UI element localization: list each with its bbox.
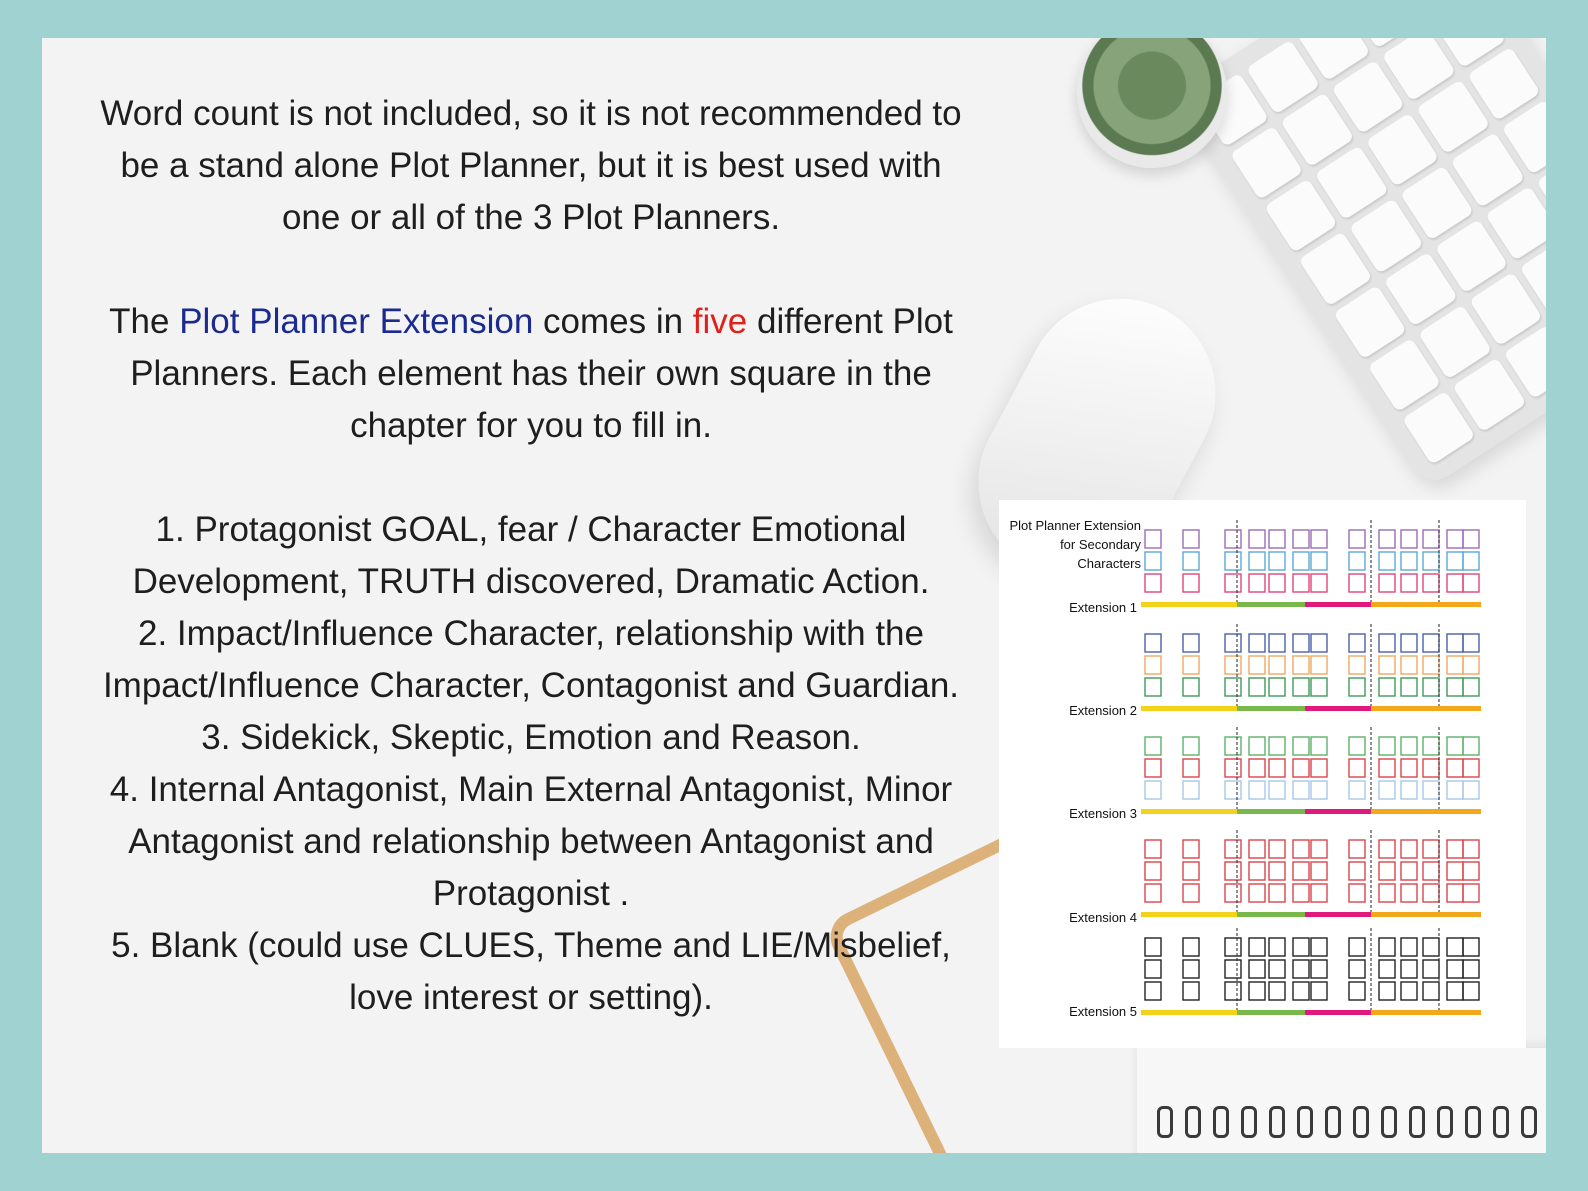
chapter-box	[1379, 737, 1395, 755]
chapter-box	[1225, 678, 1241, 696]
chapter-box	[1183, 840, 1199, 858]
chapter-box	[1423, 530, 1439, 548]
chapter-box	[1225, 884, 1241, 902]
notebook-ring	[1185, 1106, 1201, 1138]
chapter-box	[1183, 678, 1199, 696]
notebook-ring	[1381, 1106, 1397, 1138]
chapter-box	[1183, 884, 1199, 902]
chapter-box	[1349, 530, 1365, 548]
extension-label: Extension 1	[1069, 600, 1137, 615]
chapter-box	[1183, 781, 1199, 799]
chapter-box	[1447, 960, 1463, 978]
chapter-box	[1463, 678, 1479, 696]
extension-line: chapter for you to fill in.	[350, 406, 712, 445]
act-color-bar	[1237, 912, 1305, 917]
chapter-box	[1401, 781, 1417, 799]
chapter-box	[1225, 960, 1241, 978]
chapter-box	[1401, 737, 1417, 755]
chapter-box	[1349, 862, 1365, 880]
chapter-box	[1269, 938, 1285, 956]
chapter-box	[1249, 574, 1265, 592]
chapter-box	[1379, 678, 1395, 696]
chapter-box	[1379, 634, 1395, 652]
chapter-box	[1293, 938, 1309, 956]
act-color-bar	[1305, 809, 1371, 814]
chapter-box	[1379, 840, 1395, 858]
list-item: Impact/Influence Character, Contagonist and Guardian.	[102, 666, 960, 705]
chapter-box	[1145, 982, 1161, 1000]
chapter-box	[1269, 884, 1285, 902]
list-item: 4. Internal Antagonist, Main External Antagonist, Minor	[109, 770, 953, 809]
chapter-box	[1249, 737, 1265, 755]
chapter-box	[1423, 960, 1439, 978]
extension-label: Extension 4	[1069, 910, 1137, 925]
notebook-ring	[1437, 1106, 1453, 1138]
chapter-box	[1269, 656, 1285, 674]
chapter-box	[1379, 759, 1395, 777]
chapter-box	[1447, 759, 1463, 777]
act-color-bar	[1371, 912, 1481, 917]
chapter-box	[1447, 840, 1463, 858]
notebook-ring	[1157, 1106, 1173, 1138]
chapter-box	[1225, 862, 1241, 880]
act-color-bar	[1141, 912, 1237, 917]
chapter-box	[1311, 530, 1327, 548]
notebook-ring	[1241, 1106, 1257, 1138]
chapter-box	[1447, 634, 1463, 652]
chapter-box	[1293, 982, 1309, 1000]
chapter-box	[1463, 737, 1479, 755]
chapter-box	[1311, 574, 1327, 592]
chapter-box	[1269, 982, 1285, 1000]
chapter-box	[1145, 862, 1161, 880]
intro-line: one or all of the 3 Plot Planners.	[281, 198, 781, 237]
extension-text: comes in	[533, 302, 693, 341]
chapter-box	[1145, 938, 1161, 956]
chapter-box	[1401, 982, 1417, 1000]
five-highlight: five	[692, 302, 748, 341]
chapter-box	[1225, 982, 1241, 1000]
chapter-box	[1183, 552, 1199, 570]
chapter-box	[1447, 737, 1463, 755]
chapter-box	[1145, 656, 1161, 674]
list-item: love interest or setting).	[349, 978, 713, 1017]
intro-paragraph	[56, 88, 1006, 244]
notebook-ring	[1213, 1106, 1229, 1138]
element-list	[56, 504, 1006, 1024]
chapter-box	[1145, 781, 1161, 799]
chapter-box	[1447, 781, 1463, 799]
extension-strip	[1141, 624, 1481, 714]
chapter-box	[1269, 781, 1285, 799]
chapter-box	[1183, 574, 1199, 592]
chapter-box	[1269, 634, 1285, 652]
chapter-box	[1401, 759, 1417, 777]
chapter-box	[1463, 884, 1479, 902]
chapter-box	[1249, 982, 1265, 1000]
chapter-box	[1463, 862, 1479, 880]
chapter-box	[1379, 862, 1395, 880]
chapter-box	[1349, 938, 1365, 956]
thumbnail-title	[999, 516, 1141, 573]
extension-label: Extension 2	[1069, 703, 1137, 718]
act-color-bar	[1141, 809, 1237, 814]
chapter-box	[1293, 737, 1309, 755]
card	[42, 38, 1546, 1153]
act-color-bar	[1371, 809, 1481, 814]
chapter-box	[1249, 862, 1265, 880]
chapter-box	[1145, 759, 1161, 777]
chapter-box	[1379, 530, 1395, 548]
chapter-box	[1249, 634, 1265, 652]
act-color-bar	[1305, 706, 1371, 711]
chapter-box	[1145, 840, 1161, 858]
chapter-box	[1293, 840, 1309, 858]
chapter-box	[1447, 530, 1463, 548]
extension-paragraph	[56, 296, 1006, 452]
notebook-ring	[1297, 1106, 1313, 1138]
chapter-box	[1269, 737, 1285, 755]
chapter-box	[1423, 884, 1439, 902]
chapter-box	[1349, 982, 1365, 1000]
chapter-box	[1145, 634, 1161, 652]
chapter-box	[1379, 781, 1395, 799]
chapter-box	[1269, 574, 1285, 592]
chapter-box	[1225, 552, 1241, 570]
chapter-box	[1183, 530, 1199, 548]
chapter-box	[1349, 759, 1365, 777]
notebook-ring	[1269, 1106, 1285, 1138]
chapter-box	[1423, 634, 1439, 652]
chapter-box	[1447, 552, 1463, 570]
chapter-box	[1269, 840, 1285, 858]
chapter-box	[1379, 656, 1395, 674]
chapter-box	[1401, 938, 1417, 956]
intro-line: Word count is not included, so it is not recommended to	[100, 94, 962, 133]
chapter-box	[1349, 678, 1365, 696]
extension-label: Extension 5	[1069, 1004, 1137, 1019]
chapter-box	[1349, 840, 1365, 858]
chapter-box	[1423, 574, 1439, 592]
chapter-box	[1379, 960, 1395, 978]
chapter-box	[1145, 960, 1161, 978]
chapter-box	[1401, 884, 1417, 902]
act-color-bar	[1305, 1010, 1371, 1015]
chapter-box	[1249, 530, 1265, 548]
chapter-box	[1447, 574, 1463, 592]
chapter-box	[1423, 840, 1439, 858]
chapter-box	[1423, 862, 1439, 880]
chapter-box	[1293, 530, 1309, 548]
list-item: Antagonist and relationship between Antagonist and	[128, 822, 934, 861]
chapter-box	[1463, 938, 1479, 956]
chapter-box	[1225, 840, 1241, 858]
chapter-box	[1145, 678, 1161, 696]
extension-strip	[1141, 830, 1481, 920]
chapter-box	[1311, 678, 1327, 696]
thumbnail-title-line: Characters	[1077, 556, 1141, 571]
act-color-bar	[1237, 1010, 1305, 1015]
chapter-box	[1463, 656, 1479, 674]
act-color-bar	[1371, 706, 1481, 711]
notebook-image	[1137, 1048, 1546, 1153]
list-item: 2. Impact/Influence Character, relationship with the	[138, 614, 924, 653]
chapter-box	[1225, 781, 1241, 799]
notebook-ring	[1493, 1106, 1509, 1138]
list-item: 5. Blank (could use CLUES, Theme and LIE/Misbelief,	[111, 926, 951, 965]
chapter-box	[1249, 884, 1265, 902]
extension-strip	[1141, 727, 1481, 817]
chapter-box	[1311, 840, 1327, 858]
chapter-box	[1349, 960, 1365, 978]
act-color-bar	[1305, 912, 1371, 917]
chapter-box	[1225, 759, 1241, 777]
notebook-ring	[1325, 1106, 1341, 1138]
extension-line	[56, 296, 1006, 348]
chapter-box	[1447, 862, 1463, 880]
chapter-box	[1249, 552, 1265, 570]
chapter-box	[1463, 759, 1479, 777]
chapter-box	[1249, 781, 1265, 799]
chapter-box	[1145, 574, 1161, 592]
chapter-box	[1183, 960, 1199, 978]
intro-line: be a stand alone Plot Planner, but it is best used with	[120, 146, 942, 185]
act-color-bar	[1141, 1010, 1237, 1015]
notebook-ring	[1409, 1106, 1425, 1138]
notebook-ring	[1521, 1106, 1537, 1138]
act-color-bar	[1371, 1010, 1481, 1015]
chapter-box	[1293, 960, 1309, 978]
chapter-box	[1401, 530, 1417, 548]
chapter-box	[1145, 552, 1161, 570]
chapter-box	[1145, 884, 1161, 902]
chapter-box	[1463, 574, 1479, 592]
chapter-box	[1249, 759, 1265, 777]
chapter-box	[1311, 862, 1327, 880]
chapter-box	[1225, 634, 1241, 652]
chapter-box	[1447, 938, 1463, 956]
chapter-box	[1293, 884, 1309, 902]
thumbnail-title-line: for Secondary	[1060, 537, 1141, 552]
chapter-box	[1349, 737, 1365, 755]
extension-text: different Plot	[747, 302, 953, 341]
chapter-box	[1401, 634, 1417, 652]
extension-strip	[1141, 520, 1481, 610]
chapter-box	[1423, 982, 1439, 1000]
act-color-bar	[1371, 602, 1481, 607]
notebook-ring	[1353, 1106, 1369, 1138]
chapter-box	[1379, 552, 1395, 570]
chapter-box	[1145, 530, 1161, 548]
chapter-box	[1269, 960, 1285, 978]
chapter-box	[1183, 759, 1199, 777]
chapter-box	[1311, 884, 1327, 902]
chapter-box	[1447, 656, 1463, 674]
extension-line: Planners. Each element has their own square in the	[130, 354, 932, 393]
chapter-box	[1183, 938, 1199, 956]
act-color-bar	[1141, 602, 1237, 607]
act-color-bar	[1237, 809, 1305, 814]
list-item: Development, TRUTH discovered, Dramatic Action.	[132, 562, 930, 601]
chapter-box	[1311, 759, 1327, 777]
chapter-box	[1401, 552, 1417, 570]
chapter-box	[1423, 737, 1439, 755]
notebook-ring	[1465, 1106, 1481, 1138]
list-item: Protagonist .	[432, 874, 630, 913]
act-color-bar	[1237, 706, 1305, 711]
chapter-box	[1423, 781, 1439, 799]
extension-strip	[1141, 928, 1481, 1018]
chapter-box	[1249, 960, 1265, 978]
chapter-box	[1311, 960, 1327, 978]
chapter-box	[1379, 574, 1395, 592]
chapter-box	[1293, 574, 1309, 592]
chapter-box	[1311, 982, 1327, 1000]
chapter-box	[1269, 552, 1285, 570]
chapter-box	[1463, 634, 1479, 652]
chapter-box	[1311, 781, 1327, 799]
chapter-box	[1311, 656, 1327, 674]
keyboard-image	[1171, 38, 1546, 490]
chapter-box	[1401, 656, 1417, 674]
chapter-box	[1183, 656, 1199, 674]
chapter-box	[1293, 862, 1309, 880]
chapter-box	[1463, 840, 1479, 858]
chapter-box	[1379, 938, 1395, 956]
list-item: 1. Protagonist GOAL, fear / Character Emotional	[155, 510, 907, 549]
chapter-box	[1349, 574, 1365, 592]
chapter-box	[1293, 634, 1309, 652]
chapter-box	[1401, 678, 1417, 696]
chapter-box	[1447, 678, 1463, 696]
chapter-box	[1463, 982, 1479, 1000]
chapter-box	[1311, 737, 1327, 755]
act-color-bar	[1141, 706, 1237, 711]
chapter-box	[1349, 656, 1365, 674]
chapter-box	[1183, 862, 1199, 880]
chapter-box	[1311, 552, 1327, 570]
chapter-box	[1293, 781, 1309, 799]
chapter-box	[1269, 678, 1285, 696]
chapter-box	[1423, 759, 1439, 777]
chapter-box	[1463, 960, 1479, 978]
chapter-box	[1249, 656, 1265, 674]
chapter-box	[1225, 574, 1241, 592]
chapter-box	[1423, 552, 1439, 570]
chapter-box	[1447, 982, 1463, 1000]
chapter-box	[1293, 759, 1309, 777]
chapter-box	[1401, 840, 1417, 858]
chapter-box	[1225, 530, 1241, 548]
chapter-box	[1349, 552, 1365, 570]
chapter-box	[1293, 678, 1309, 696]
chapter-box	[1225, 938, 1241, 956]
chapter-box	[1401, 960, 1417, 978]
chapter-box	[1423, 656, 1439, 674]
chapter-box	[1349, 884, 1365, 902]
chapter-box	[1183, 634, 1199, 652]
extension-text: The	[109, 302, 180, 341]
chapter-box	[1401, 862, 1417, 880]
act-color-bar	[1237, 602, 1305, 607]
chapter-box	[1463, 530, 1479, 548]
chapter-box	[1269, 530, 1285, 548]
chapter-box	[1379, 982, 1395, 1000]
chapter-box	[1447, 884, 1463, 902]
chapter-box	[1269, 759, 1285, 777]
plot-planner-extension-highlight: Plot Planner Extension	[179, 302, 534, 341]
chapter-box	[1183, 737, 1199, 755]
chapter-box	[1293, 656, 1309, 674]
chapter-box	[1349, 634, 1365, 652]
thumbnail-title-line: Plot Planner Extension	[1009, 518, 1141, 533]
description-text	[56, 88, 1006, 1024]
chapter-box	[1269, 862, 1285, 880]
chapter-box	[1463, 781, 1479, 799]
act-color-bar	[1305, 602, 1371, 607]
chapter-box	[1401, 574, 1417, 592]
chapter-box	[1249, 678, 1265, 696]
chapter-box	[1311, 938, 1327, 956]
list-item: 3. Sidekick, Skeptic, Emotion and Reason.	[201, 718, 861, 757]
extension-label: Extension 3	[1069, 806, 1137, 821]
chapter-box	[1183, 982, 1199, 1000]
chapter-box	[1249, 938, 1265, 956]
chapter-box	[1293, 552, 1309, 570]
chapter-box	[1249, 840, 1265, 858]
chapter-box	[1463, 552, 1479, 570]
chapter-box	[1225, 737, 1241, 755]
chapter-box	[1379, 884, 1395, 902]
chapter-box	[1423, 678, 1439, 696]
chapter-box	[1225, 656, 1241, 674]
chapter-box	[1311, 634, 1327, 652]
chapter-box	[1349, 781, 1365, 799]
chapter-box	[1423, 938, 1439, 956]
planner-thumbnail	[999, 500, 1526, 1048]
chapter-box	[1145, 737, 1161, 755]
